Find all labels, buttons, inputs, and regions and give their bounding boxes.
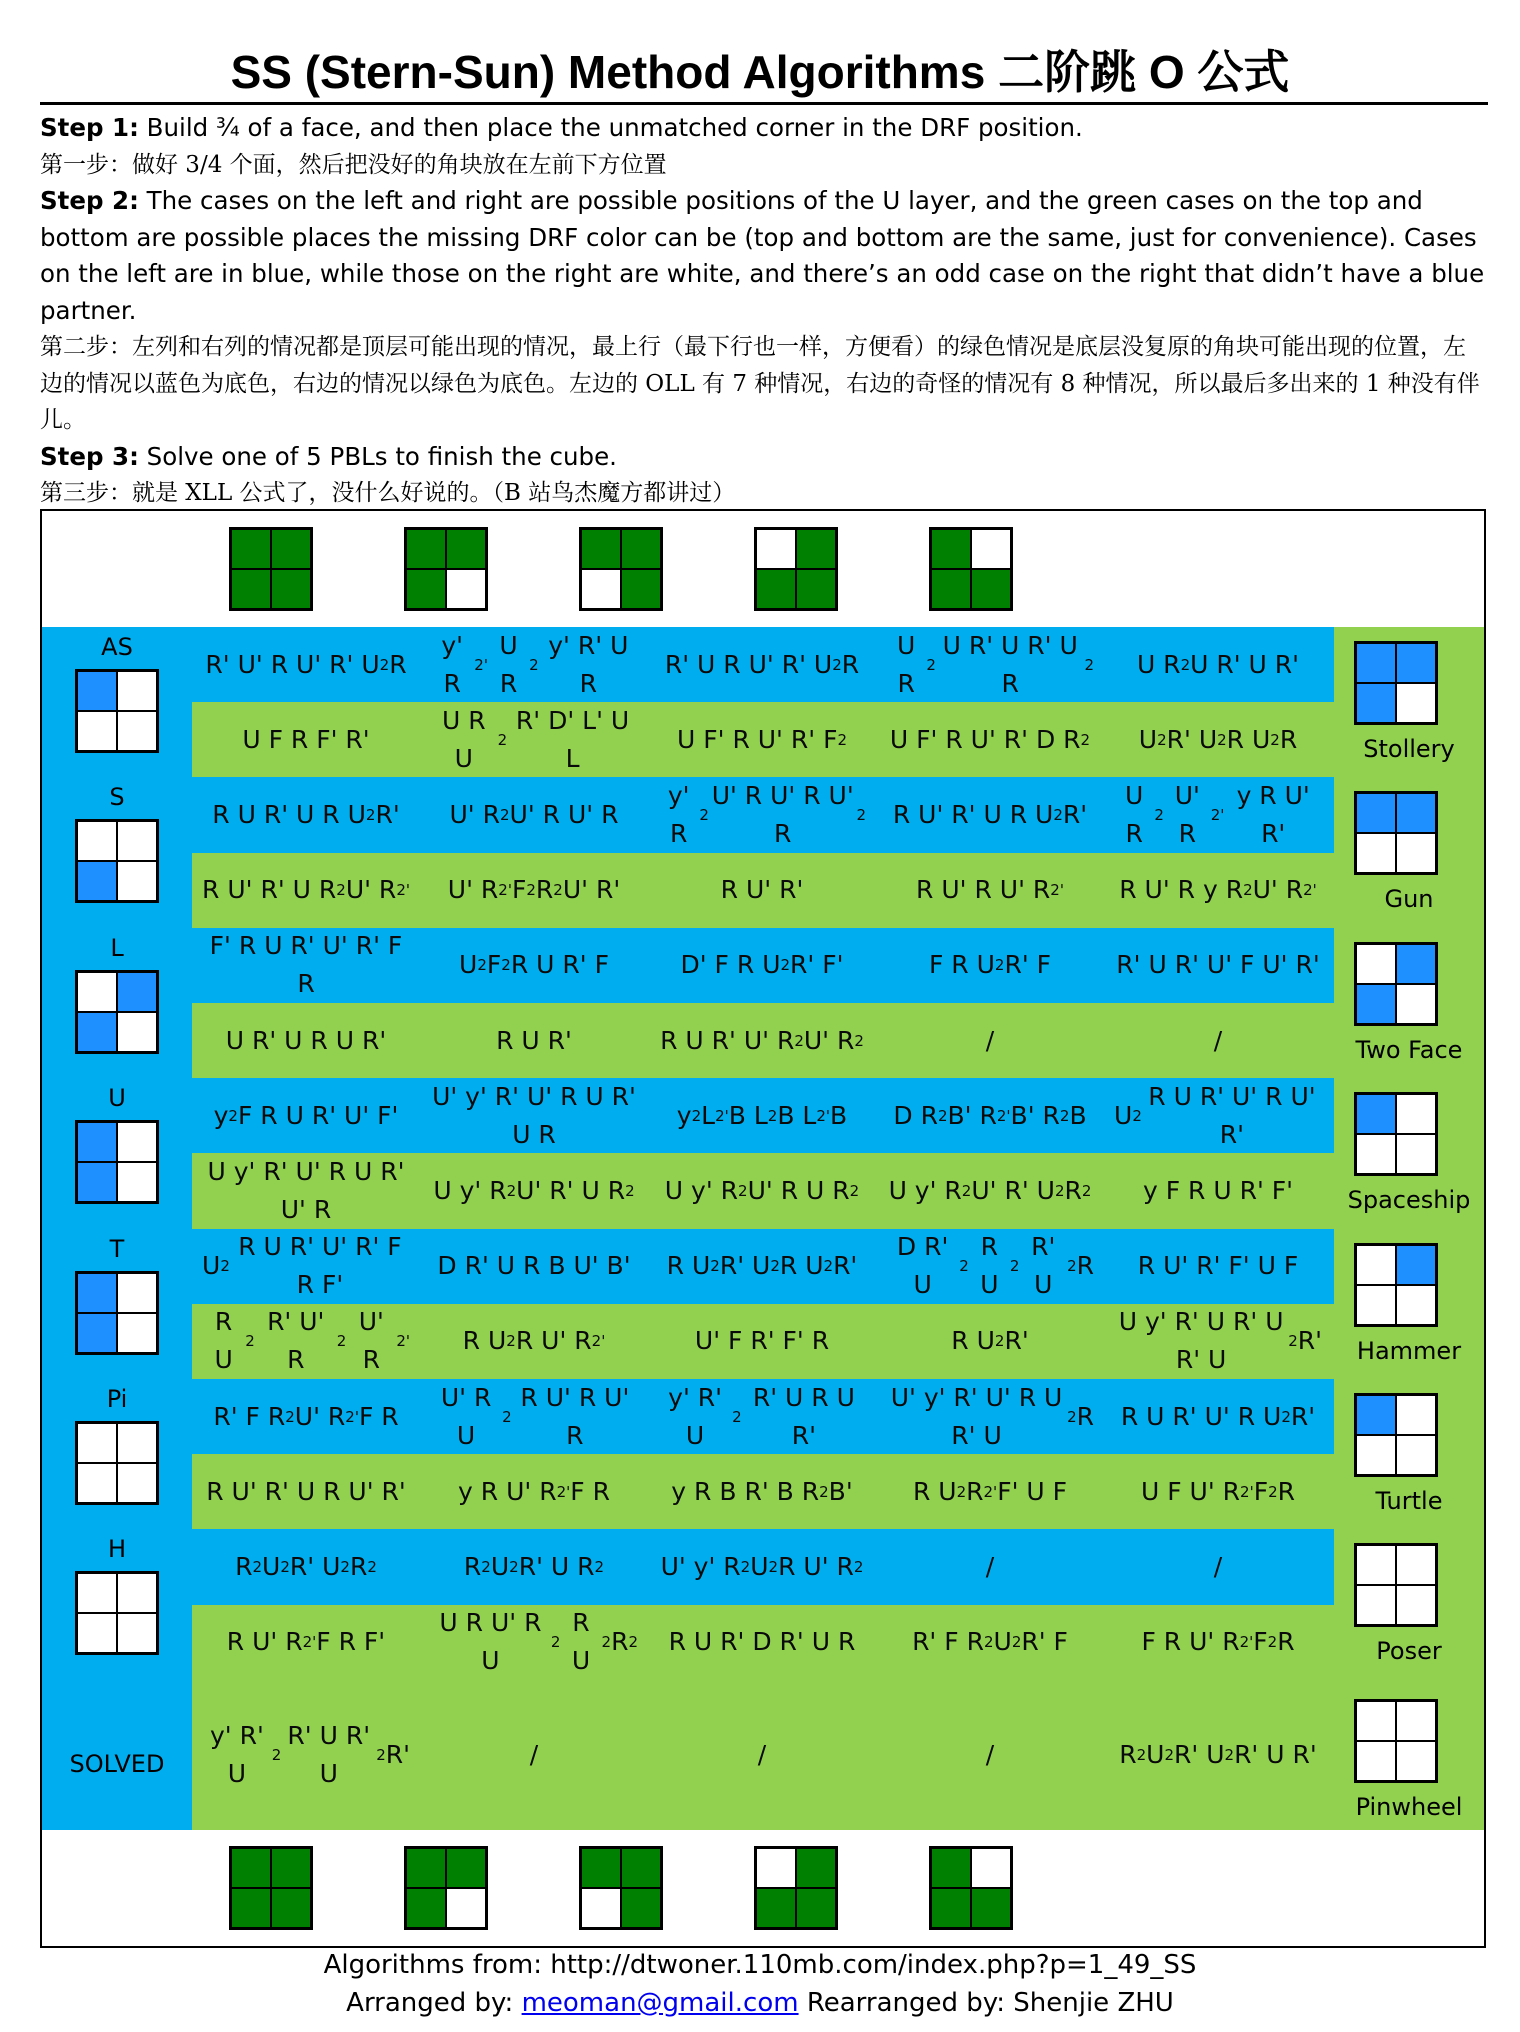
right-case-label: Poser	[1376, 1637, 1442, 1666]
algorithm-cell: y R U' R 2' F R	[458, 1476, 610, 1506]
algorithm-cell: U y' R 2 U' R' U R 2	[433, 1175, 635, 1205]
algorithm-cell: y 2 F R U R' U' F'	[213, 1100, 399, 1130]
algorithm-cell: R U' R U' R 2'	[916, 875, 1064, 905]
algorithm-cell: D' F R U 2 R' F'	[680, 950, 844, 980]
algorithm-cell: R 2 U 2 R' U 2 R' U R'	[1119, 1739, 1317, 1769]
rearranged-label: Rearranged by: Shenjie ZHU	[798, 1988, 1174, 2018]
title-divider	[40, 102, 1488, 105]
left-case-label: L	[110, 933, 124, 962]
algorithm-cell: U y' R 2 U' R' U 2 R 2	[888, 1175, 1092, 1205]
left-case-label: H	[107, 1535, 127, 1564]
algorithm-row	[192, 1304, 1334, 1379]
algorithm-cell: F' R U R' U' R' F R	[209, 931, 403, 999]
algorithm-cell: R U R' U' R U 2 R'	[1120, 1401, 1316, 1431]
right-case-label: Turtle	[1375, 1487, 1443, 1515]
algorithm-cell: R U 2 R' U' R 2 U' R 2'	[214, 1307, 410, 1375]
algorithm-cell: /	[1213, 1551, 1223, 1581]
step-2	[40, 183, 1488, 329]
algorithm-cell: R U R' U' R 2 U' R 2	[660, 1025, 864, 1055]
algorithm-row	[192, 1078, 1334, 1153]
algorithm-cell: U R 2 U R' U R'	[1136, 649, 1300, 679]
oll-case-diagram	[75, 819, 159, 903]
algorithm-cell: F R U 2 R' F	[928, 950, 1052, 980]
algorithm-cell: U' R 2' F 2 R 2 U' R'	[447, 875, 621, 905]
algorithm-cell: R U R' D R' U R	[668, 1627, 856, 1657]
step-3-label: Step 3:	[40, 441, 139, 471]
algorithm-cell: U' R 2 U' R U' R	[449, 799, 619, 829]
algorithm-cell: U 2 R' U 2 R U 2 R	[1138, 724, 1298, 754]
algorithm-cell: U R U' R U 2 R U 2 R 2	[439, 1608, 638, 1676]
drf-case-diagram	[754, 1846, 838, 1930]
algorithm-cell: U R 2 U R' U R' U R 2	[897, 630, 1094, 698]
step-1-text: Build ¾ of a face, and then place the unmatched corner in the DRF position.	[138, 113, 1083, 142]
u-layer-case-diagram	[1354, 1393, 1438, 1477]
drf-case-diagram	[229, 527, 313, 611]
step-2-label: Step 2:	[40, 186, 139, 215]
drf-case-diagram	[929, 527, 1013, 611]
step-3-zh: 第三步：就是 XLL 公式了，没什么好说的。（B 站鸟杰魔方都讲过）	[40, 480, 736, 506]
algorithm-cell: U' y' R' U' R U R' U R	[432, 1081, 636, 1149]
algorithm-cell: /	[529, 1739, 539, 1769]
algorithm-cell: /	[757, 1739, 767, 1769]
left-case-label: AS	[101, 633, 133, 661]
algorithm-cell: R U' R 2' F R F'	[226, 1627, 386, 1657]
algorithm-cell: F R U' R 2' F 2 R	[1141, 1627, 1295, 1657]
u-layer-case-diagram	[1354, 791, 1438, 875]
drf-cases-bottom	[42, 1830, 1484, 1946]
algorithm-row	[192, 1153, 1334, 1228]
algorithm-cell: R U' R' F' U F	[1137, 1251, 1299, 1281]
step-3-text: Solve one of 5 PBLs to finish the cube.	[138, 441, 617, 471]
step-2-text: The cases on the left and right are possible positions of the U layer, and the green cases on the top and bottom are possible places the missing DRF color can be (top and bottom are the same, just for convenience). Cases on the left are in blue, while those on the right are white, and there’s an odd case on the right that didn’t have a blue partner.	[40, 186, 1485, 325]
step-1-label: Step 1:	[40, 113, 139, 142]
algorithm-row	[192, 1229, 1334, 1304]
u-layer-case-diagram	[1354, 1092, 1438, 1176]
algorithm-cell: U' y' R' U' R U R' U 2 R	[890, 1382, 1094, 1450]
algorithm-cell: y' R' U 2 R' U R' U 2 R'	[209, 1720, 410, 1788]
algorithm-cell: R' F R 2 U' R 2' F R	[213, 1401, 399, 1431]
algorithm-cell: U y' R 2 U' R U R 2	[664, 1175, 860, 1205]
u-layer-case-diagram	[1354, 942, 1438, 1026]
algorithm-cell: /	[985, 1025, 995, 1055]
right-case-label: Pinwheel	[1355, 1792, 1463, 1821]
oll-case-diagram	[75, 1271, 159, 1355]
email-link[interactable]: meoman@gmail.com	[521, 1988, 799, 2018]
right-case-label: Stollery	[1363, 735, 1455, 763]
drf-case-diagram	[229, 1846, 313, 1930]
u-layer-case-diagram	[1354, 1243, 1438, 1327]
algorithm-cell: U 2 R U R' U' R' F R F'	[202, 1232, 402, 1300]
footer-credits	[0, 1988, 1520, 2018]
algorithm-cell: R' F R 2 U 2 R' F	[912, 1627, 1068, 1657]
oll-case-diagram	[75, 1120, 159, 1204]
algorithm-cell: R U 2 R U' R 2'	[462, 1326, 606, 1356]
algorithm-cell: D R' U R B U' B'	[437, 1251, 631, 1281]
algorithm-cell: R U' R'	[720, 875, 804, 905]
algorithm-cell: /	[985, 1739, 995, 1769]
footer-source: Algorithms from: http://dtwoner.110mb.com/index.php?p=1_49_SS	[323, 1950, 1197, 1980]
arranged-label: Arranged by:	[346, 1988, 522, 2018]
algorithm-cell: U 2 R U R' U' R U' R'	[1114, 1081, 1316, 1149]
algorithm-cell: R 2 U 2 R' U R 2	[463, 1551, 605, 1581]
algorithm-cell: y F R U R' F'	[1142, 1175, 1294, 1205]
algorithm-table	[40, 509, 1486, 1948]
u-layer-case-diagram	[1354, 641, 1438, 725]
algorithm-cell: U R' U R U R'	[225, 1025, 387, 1055]
algorithm-cell: /	[985, 1551, 995, 1581]
algorithm-cell: R U' R y R 2 U' R 2'	[1119, 875, 1317, 905]
algorithm-cell: R 2 U 2 R' U 2 R 2	[235, 1551, 377, 1581]
left-case-label: U	[108, 1084, 126, 1113]
algorithm-cell: R U 2 R 2' F' U F	[912, 1476, 1068, 1506]
right-case-column	[1334, 627, 1484, 1830]
left-case-label: S	[109, 783, 125, 812]
oll-case-diagram	[75, 669, 159, 753]
u-layer-case-diagram	[1354, 1543, 1438, 1627]
right-case-label: Two Face	[1355, 1035, 1463, 1064]
algorithm-cell: U F' R U' R' F 2	[677, 724, 847, 754]
algorithm-row	[192, 627, 1334, 702]
algorithm-row	[192, 1454, 1334, 1529]
right-case-label: Hammer	[1356, 1336, 1462, 1365]
drf-case-diagram	[404, 527, 488, 611]
algorithm-cell: y' R 2' U R 2 y' R' U R	[441, 630, 629, 698]
step-1-zh: 第一步：做好 3/4 个面，然后把没好的角块放在左前下方位置	[40, 151, 667, 178]
algorithm-row	[192, 702, 1334, 777]
oll-case-diagram	[75, 1421, 159, 1505]
algorithm-cell: /	[1213, 1025, 1223, 1055]
left-case-label: T	[109, 1234, 125, 1263]
algorithm-cell: R U' R' U R U 2 R'	[892, 799, 1088, 829]
page-title: SS (Stern-Sun) Method Algorithms 二阶跳 O 公式	[230, 46, 1290, 98]
algorithm-cell: U R U 2 R' D' L' U L	[442, 705, 630, 773]
drf-case-diagram	[579, 1846, 663, 1930]
algorithm-row	[192, 1379, 1334, 1454]
algorithm-cell: y' R 2 U' R U' R U' R 2	[667, 780, 866, 848]
drf-cases-top	[42, 511, 1484, 627]
right-case-label: Gun	[1384, 885, 1434, 914]
drf-case-diagram	[404, 1846, 488, 1930]
algorithm-cell: U F R F' R'	[242, 724, 370, 754]
algorithm-cell: R' U R U' R' U 2 R	[664, 649, 860, 679]
algorithm-cell: U 2 F 2 R U R' F	[459, 950, 609, 980]
algorithm-row	[192, 1003, 1334, 1078]
algorithm-cell: U' y' R 2 U 2 R U' R 2	[660, 1551, 864, 1581]
algorithm-cell: R U R'	[496, 1025, 572, 1055]
steps-text	[40, 110, 1488, 512]
left-case-label: SOLVED	[69, 1749, 165, 1778]
step-2-zh: 第二步：左列和右列的情况都是顶层可能出现的情况，最上行（最下行也一样，方便看）的绿色情况是底层没复原的角块可能出现的位置，左边的情况以蓝色为底色，右边的情况以绿色为底色。左边的 OLL 有 7 种情况，右边的奇怪的情况有 8 种情况，所以最后多出来的 1 种没有伴儿。	[40, 334, 1480, 433]
algorithm-row	[192, 777, 1334, 852]
algorithm-cell: D R' U 2 R U 2 R' U 2 R	[896, 1232, 1094, 1300]
algorithm-cell: y' R' U 2 R' U R U R'	[668, 1382, 855, 1450]
algorithm-cell: R' U R' U' F U' R'	[1116, 950, 1320, 980]
algorithm-cell: U y' R' U R' U R' U 2 R'	[1118, 1307, 1322, 1375]
algorithm-cell: U F U' R 2' F 2 R	[1140, 1476, 1296, 1506]
algorithm-cell: U y' R' U' R U R' U' R	[207, 1156, 405, 1224]
oll-case-diagram	[75, 970, 159, 1054]
algorithm-row	[192, 928, 1334, 1003]
algorithm-cell: U' F R' F' R	[694, 1326, 830, 1356]
algorithm-cell: R U 2 R' U 2 R U 2 R'	[666, 1251, 858, 1281]
algorithm-cell: R U' R' U R 2 U' R 2'	[202, 875, 410, 905]
drf-case-diagram	[754, 527, 838, 611]
algorithm-cell: R' U' R U' R' U 2 R	[205, 649, 407, 679]
drf-case-diagram	[929, 1846, 1013, 1930]
algorithm-cell: U' R U 2 R U' R U' R	[440, 1382, 630, 1450]
u-layer-case-diagram	[1354, 1699, 1438, 1783]
left-oll-column	[42, 627, 192, 1830]
drf-case-diagram	[579, 527, 663, 611]
algorithm-cell: R U 2 R'	[951, 1326, 1029, 1356]
algorithm-row	[192, 853, 1334, 928]
algorithm-cell: R U' R' U R U' R'	[206, 1476, 406, 1506]
algorithm-cell: U R 2 U' R 2' y R U' R'	[1125, 780, 1310, 848]
algorithm-cell: y 2 L 2' B L 2 B L 2' B	[676, 1100, 848, 1130]
algorithm-row	[192, 1605, 1334, 1680]
algorithm-cell: R U R' U R U 2 R'	[212, 799, 400, 829]
algorithm-row	[192, 1680, 1334, 1830]
step-3	[40, 439, 1488, 476]
algorithm-cell: D R 2 B' R 2' B' R 2 B	[893, 1100, 1087, 1130]
algorithm-cell: U F' R U' R' D R 2	[889, 724, 1091, 754]
left-case-label: Pi	[106, 1385, 128, 1413]
oll-case-diagram	[75, 1571, 159, 1655]
step-1	[40, 110, 1488, 147]
right-case-label: Spaceship	[1347, 1186, 1471, 1215]
algorithm-cell: y R B R' B R 2 B'	[671, 1476, 853, 1506]
algorithm-row	[192, 1529, 1334, 1604]
